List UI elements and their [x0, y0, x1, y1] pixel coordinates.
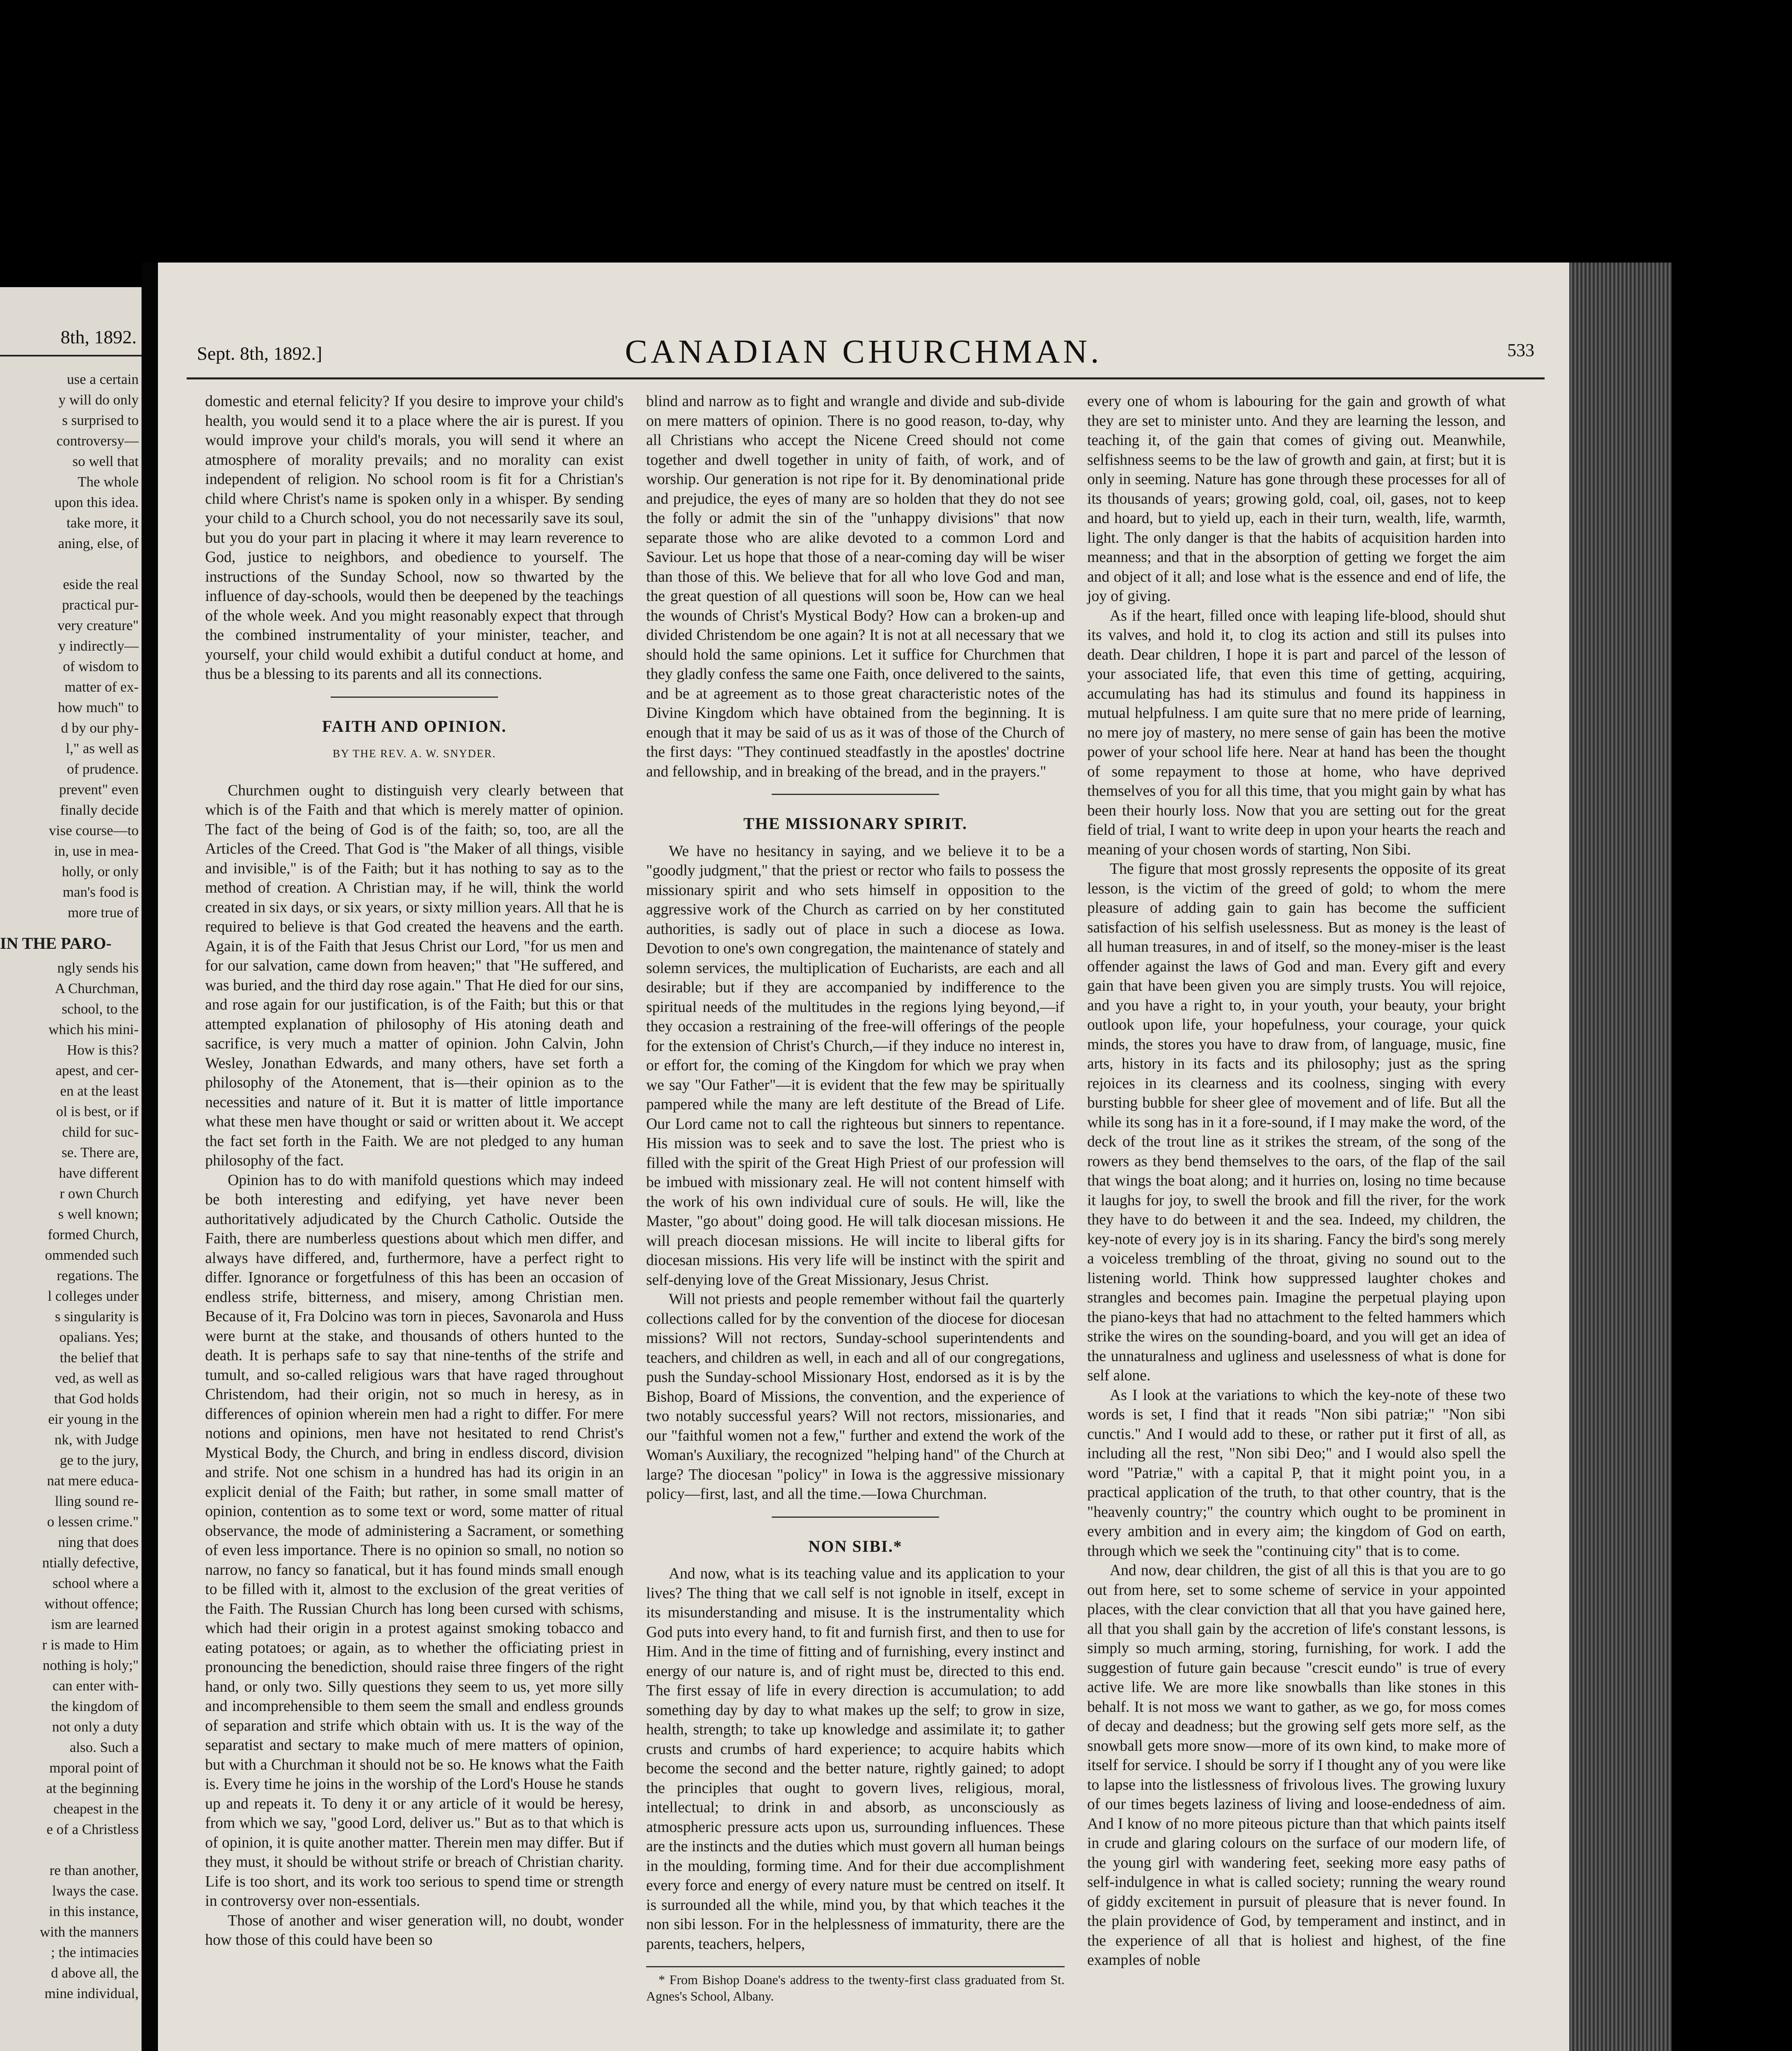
paragraph: As I look at the variations to which the key-note of these two words is set, I find that it reads "Non sibi patriæ;" "Non sibi cunctis." And I would add to these, or rather put it first of all, as including all the rest, "Non sibi Deo;" and I would also spell the word "Patriæ," with a capital P, that it might point you, in a practical application of the truth, to that other country, that is the "heavenly country;" the country which ought to be prominent in every ambition and in every aim; the kingdom of God on earth, through which we seek the "continuing city" that is to come. — [1087, 1386, 1506, 1560]
left-page-line: l," as well as — [66, 740, 139, 756]
left-page-line: e of a Christless — [46, 1821, 139, 1837]
paragraph: We have no hesitancy in saying, and we believe it to be a "goodly judgment," that the priest or rector who fails to possess the missionary spirit and who sets himself in opposition to the aggressive work of the Church as carried on by her constituted authorities, is sadly out of place in such a diocese as Iowa. Devotion to one's own congregation, the maintenance of stately and solemn services, the multiplication of Eucharists, are each and all desirable; but if they are accompanied by indifference to the spiritual needs of the multitudes in the regions lying beyond,—if they occasion a restraining of the free-will offerings of the people for the extension of Christ's Church,—if they induce no interest in, or effort for, the coming of the Kingdom for which we pray when we say "Our Father"—it is evident that the few may be spiritually pampered while the many are left destitute of the Bread of Life. Our Lord came not to call the righteous but sinners to repentance. His mission was to seek and to save the lost. The priest who is filled with the spirit of the Great High Priest of our profession will be imbued with missionary zeal. He will not content himself with the work of his own individual cure of souls. He will, like the Master, "go about" doing good. He will talk diocesan missions. He will preach diocesan missions. He will incite to liberal gifts for diocesan missions. His very life will be instinct with the spirit and self-denying love of the Great Missionary, Jesus Christ. — [646, 843, 1065, 1288]
left-page-line: aning, else, of — [58, 535, 139, 551]
left-page-line: lways the case. — [52, 1883, 139, 1899]
left-page-line: how much" to — [57, 699, 139, 715]
left-page-line: cheapest in the — [53, 1801, 139, 1817]
left-page-line: which his mini- — [48, 1021, 139, 1037]
article-heading-missionary-spirit: THE MISSIONARY SPIRIT. — [743, 814, 968, 833]
left-page-line: s well known; — [58, 1206, 139, 1222]
left-page-line: vise course—to — [49, 822, 139, 838]
left-page-line: very creature" — [57, 617, 139, 633]
left-page-line: o lessen crime." — [47, 1514, 139, 1530]
left-page-line: y indirectly— — [58, 638, 139, 654]
page-gutter — [142, 263, 158, 2051]
left-page-line: in this instance, — [49, 1903, 139, 1919]
left-page-line: not only a duty — [52, 1719, 139, 1735]
left-page-line: y will do only — [58, 392, 139, 408]
paragraph: The figure that most grossly represents the opposite of its great lesson, is the victim of the greed of gold; to whom the mere pleasure of adding gain to gain has become the sufficient satisfaction of his selfish uselessness. But as money is the least of all human treasures, in and of itself, so the money-miser is the least offender against the laws of God and man. Every gift and every gain that have been given you are simply trusts. You will rejoice, and you have a right to, in your youth, your beauty, your bright outlook upon life, your hopefulness, your courage, your quick minds, the stores you have to draw from, of language, music, fine arts, history in its facts and its philosophy; just as the spring rejoices in its clearness and its coolness, singing with every bursting bubble for sheer glee of movement and of life. But all the while its song has in it a fore-sound, if I may make the word, of the deck of the trout line as it strikes the stream, of the song of the rowers as they bend themselves to the oars, of the flap of the sail that wings the boat along; and it hurries on, losing no time because it laughs for joy, to swell the brook and fill the river, for the work they have to do between it and the sea. Indeed, my children, the key-note of every joy is in its sharing. Fancy the bird's song merely a voiceless trembling of the throat, giving no sound out to the listening world. Think how suppressed laughter chokes and strangles and becomes pain. Imagine the perpetual playing upon the piano-keys that had no attachment to the felted hammers which strike the wires on the sounding-board, and you will get an idea of the unnaturalness and ugliness and uselessness of what is done for self alone. — [1087, 861, 1506, 1384]
left-page-line: also. Such a — [69, 1739, 139, 1755]
left-page-date: 8th, 1892. — [60, 327, 137, 347]
left-page-line: lling sound re- — [55, 1493, 139, 1509]
left-page-line: of wisdom to — [63, 658, 139, 674]
left-page-line: prevent" even — [59, 781, 139, 797]
left-page-line: in, use in mea- — [54, 843, 139, 859]
left-page-line: with the manners — [39, 1924, 139, 1940]
left-page-line: ning that does — [58, 1534, 139, 1550]
article-byline: BY THE REV. A. W. SNYDER. — [332, 747, 496, 760]
left-page-line: ommended such — [45, 1247, 139, 1263]
column-2 — [646, 392, 1065, 2004]
left-page-line: the belief that — [59, 1350, 139, 1366]
left-page-line: mine individual, — [44, 1985, 139, 2001]
left-page-line: the kingdom of — [51, 1698, 139, 1714]
paragraph: every one of whom is labouring for the gain and growth of what they are set to minister unto. And they are learning the lesson, and teaching it, of the gain that comes of giving out. Meanwhile, selfishness seems to be the law of growth and gain, at first; but it is only in seeming. Nature has gone through these processes for all of its thousands of years; growing gold, coal, oil, gases, not to keep and hoard, but to yield up, each in their turn, wealth, life, warmth, light. The only danger is that the habits of acquisition harden into meanness; and that in the absorption of getting we forget the aim and object of it all; and lose what is the essence and end of life, the joy of giving. — [1087, 393, 1506, 605]
left-page-line: d by our phy- — [61, 720, 139, 736]
left-page-line: of prudence. — [67, 761, 139, 777]
left-page-line: d above all, the — [51, 1965, 139, 1981]
masthead-title: CANADIAN CHURCHMAN. — [625, 333, 1102, 370]
left-page-heading: IN THE PARO- — [0, 934, 112, 952]
left-page-line: controversy— — [56, 433, 139, 449]
left-page-line: l colleges under — [48, 1288, 139, 1304]
left-page-line: use a certain — [67, 371, 139, 387]
left-page-line: without offence; — [44, 1596, 139, 1612]
left-page-line: eside the real — [63, 576, 139, 592]
left-page-line: ism are learned — [51, 1616, 139, 1632]
left-page-line: A Churchman, — [55, 980, 139, 996]
left-page-line: r is made to Him — [42, 1637, 139, 1653]
left-page-line: have different — [59, 1165, 139, 1181]
left-page-line: at the beginning — [46, 1780, 139, 1796]
left-page-line: man's food is — [62, 884, 139, 900]
left-page-line: that God holds — [54, 1391, 139, 1407]
left-page-line: school where a — [53, 1575, 139, 1591]
left-page-line: ol is best, or if — [56, 1103, 139, 1119]
left-page-line: can enter with- — [53, 1678, 139, 1694]
left-page-line: ngly sends his — [57, 960, 139, 976]
left-page-line: school, to the — [62, 1001, 139, 1017]
left-page-fragment — [0, 287, 142, 2051]
left-page-line: eir young in the — [48, 1411, 139, 1427]
left-page-text — [0, 369, 139, 2004]
page-edge-stack — [1569, 263, 1672, 2051]
left-page-line: upon this idea. — [54, 494, 139, 510]
left-page-header-rule — [0, 355, 142, 356]
left-page-line: How is this? — [67, 1042, 139, 1058]
left-page-line: se. There are, — [62, 1144, 139, 1160]
left-page-line: en at the least — [60, 1083, 139, 1099]
paragraph: And now, dear children, the gist of all this is that you are to go out from here, set to some scheme of service in your appointed places, with the clear conviction that all that you have gained here, all that you shall gain by the accretion of life's constant lessons, is simply so much arming, storing, furnishing, for work. I add the suggestion of future gain because "crescit eundo" is true of every active life. We are more like snowballs than like stones in this behalf. It is not moss we want to gather, as we go, for moss comes of decay and deadness; but the growing self gets more self, as the snowball gets more snow—more of its own kind, to make more of itself for service. I should be sorry if I thought any of you were like to lapse into the listlessness of frivolous lives. The growing luxury of our times begets laziness of living and loose-endedness of aim. And I know of no more piteous picture than that which paints itself in crude and glaring colours on the surface of our modern life, of the young girl with wandering feet, seeking more easy paths of self-indulgence in what is called society; running the weary round of giddy excitement in pursuit of pleasure that is never found. In the plain providence of God, by temperament and instinct, and in the experience of all that is holiest and highest, of the fine examples of noble — [1087, 1562, 1506, 1969]
paragraph: Opinion has to do with manifold questions which may indeed be both interesting and edifying, yet have never been authoritatively adjudicated by the Church Catholic. Outside the Faith, there are numberless questions about which men differ, and always have differed, and, furthermore, have a perfect right to differ. Ignorance or forgetfulness of this has been an occasion of endless strife, bitterness, and misery, among Christian men. Because of it, Fra Dolcino was torn in pieces, Savonarola and Huss were burnt at the stake, and thousands of others hunted to the death. It is perhaps safe to say that nine-tenths of the strife and tumult, and so-called religious wars that have raged throughout Christendom, had their origin, not so much in heresy, as in differences of opinion wherein men had a right to differ. For mere notions and opinions, men have not hesitated to rend Christ's Mystical Body, the Church, and bring in endless discord, division and strife. Not one schism in a hundred has had its origin in an explicit denial of the Faith; but rather, in some small matter of opinion, contention as to some text or word, some matter of ritual observance, the mode of administering a Sacrament, or something of even less importance. There is no opinion so small, no notion so narrow, no fancy so fanatical, but it has found minds small enough to be filled with it, almost to the exclusion of the great verities of the Faith. The Russian Church has long been cursed with schisms, which had their origin in a protest against smoking tobacco and eating potatoes; or again, as to whether the officiating priest in pronouncing the benediction, should raise three fingers of the right hand, or only two. Silly questions they seem to us, yet more silly and incomprehensible to them seem the small and endless grounds of separation and strife which obtain with us. It is the way of the separatist and sectary to make much of mere matters of opinion, but with a Churchman it should not be so. He knows what the Faith is. Every time he joins in the worship of the Lord's House he stands up and repeats it. To deny it or any article of it would be heresy, from which we say, "good Lord, deliver us." But as to that which is of opinion, it is quite another matter. Therein men may differ. But if they must, it should be without strife or breach of Christian charity. Life is too short, and its work too serious to spend time or strength in controversy over non-essentials. — [205, 1172, 624, 1909]
left-page-line: nat mere educa- — [47, 1473, 139, 1489]
header-rule — [187, 377, 1545, 379]
article-heading-non-sibi: NON SIBI.* — [808, 1537, 903, 1555]
article-heading-faith-and-opinion: FAITH AND OPINION. — [322, 717, 507, 735]
left-page-line: so well that — [72, 453, 139, 469]
left-page-line: more true of — [68, 904, 139, 920]
left-page-line: nothing is holy;" — [42, 1657, 139, 1673]
section-divider — [772, 794, 939, 795]
left-page-line: holly, or only — [62, 863, 139, 879]
column-3 — [1087, 392, 1506, 1970]
left-page-line: ved, as well as — [55, 1370, 139, 1386]
left-page-line: finally decide — [60, 802, 139, 818]
left-page-line: apest, and cer- — [55, 1062, 139, 1078]
paragraph: And now, what is its teaching value and its application to your lives? The thing that we call self is not ignoble in itself, except in its misunderstanding and misuse. It is the instrumentality which God puts into every hand, to fit and furnish first, and then to use for Him. And in the time of fitting and of furnishing, every instinct and energy of our nature is, and of right must be, directed to this end. The first essay of life in every direction is accumulation; to add something day by day to what makes up the self; to grow in size, health, strength; to take up knowledge and assimilate it; to gather crusts and crumbs of hard experience; to acquire habits which become the second and the better nature, rightly gained; to adopt the principles that ought to govern lives, religious, moral, intellectual; to drink in and absorb, as unconsciously as atmospheric pressure acts upon us, surrounding influences. These are the instincts and the duties which must govern all human beings in the moulding, forming time. And for their due accomplishment every force and energy of every nature must be centred on itself. It is surrounded all the while, mind you, by that which teaches it the non sibi lesson. For in the helplessness of immaturity, there are the parents, teachers, helpers, — [646, 1565, 1065, 1953]
column-1 — [205, 392, 624, 1950]
left-page-line: re than another, — [49, 1862, 139, 1878]
left-page-line: formed Church, — [48, 1226, 139, 1242]
left-page-line: take more, it — [66, 515, 139, 531]
left-page-line: child for suc- — [62, 1124, 139, 1140]
footnote: * From Bishop Doane's address to the twenty-first class graduated from St. Agnes's School, Albany. — [646, 1966, 1065, 2004]
left-page-line — [0, 554, 139, 574]
left-page-line: ; the intimacies — [51, 1944, 139, 1960]
left-page-line: mporal point of — [49, 1760, 139, 1776]
left-page-line: s singularity is — [55, 1309, 139, 1325]
paragraph: domestic and eternal felicity? If you desire to improve your child's health, you would send it to a place where the air is purest. If you would improve your child's morals, you will send it where an atmosphere of morality prevails; and no morality can exist independent of religion. No school room is fit for a Christian's child where Christ's name is spoken only in a whisper. By sending your child to a Church school, you do not necessarily save its soul, but you do your part in placing it where it may learn reverence to God, justice to neighbors, and obedience to yourself. The instructions of the Sunday School, now so thwarted by the influence of day-schools, would then be deepened by the teachings of the whole week. And you might reasonably expect that through the combined instrumentality of your minister, teacher, and yourself, your child would exhibit a dutiful conduct at home, and thus be a blessing to its parents and all its connections. — [205, 393, 624, 683]
paragraph: Will not priests and people remember without fail the quarterly collections called for by the convention of the diocese for diocesan missions? Will not rectors, Sunday-school superintendents and teachers, and children as well, in each and all of our congregations, push the Sunday-school Missionary Host, endorsed as it is by the Bishop, Board of Missions, the convention, and the experience of two notably successful years? Will not rectors, missionaries, and our "faithful women not a few," further and extend the work of the Woman's Auxiliary, the recognized "helping hand" of the Church at large? The diocesan "policy" in Iowa is the aggressive missionary policy—first, last, and all the time.—Iowa Churchman. — [646, 1291, 1065, 1503]
section-divider — [331, 697, 498, 698]
left-page-line: The whole — [78, 474, 139, 490]
left-page-line: s surprised to — [62, 412, 139, 428]
paragraph: blind and narrow as to fight and wrangle and divide and sub-divide on mere matters of opinion. There is no good reason, to-day, why all Christians who accept the Nicene Creed should not come together and dwell together in unity of faith, of work, and of worship. Our generation is not ripe for it. By denominational pride and prejudice, the eyes of many are so holden that they do not see the folly or admit the sin of the "unhappy divisions" that now separate those who are alike devoted to a common Lord and Saviour. Let us hope that those of a near-coming day will be wiser than those of this. We believe that for all who love God and man, the great question of all questions will soon be, How can we heal the wounds of Christ's Mystical Body? How can a broken-up and divided Christendom be one again? It is not at all necessary that we should hold the same opinions. Let it suffice for Churchmen that they gladly confess the same one Faith, once delivered to the saints, and be at agreement as to those great characteristic notes of the Divine Kingdom which have obtained from the beginning. It is enough that it may be said of us as it was of those of the Church of the first days: "They continued steadfastly in the apostles' doctrine and fellowship, and in breaking of the bread, and in the prayers." — [646, 393, 1065, 780]
left-page-line: matter of ex- — [64, 679, 139, 695]
left-page-line: ge to the jury, — [59, 1452, 139, 1468]
left-page-line: opalians. Yes; — [59, 1329, 139, 1345]
header-date: Sept. 8th, 1892.] — [197, 343, 322, 364]
section-divider — [772, 1517, 939, 1518]
newspaper-page — [158, 263, 1569, 2051]
page-number: 533 — [1507, 340, 1534, 360]
left-page-line: regations. The — [57, 1268, 139, 1284]
left-page-line: ntially defective, — [42, 1555, 139, 1571]
left-page-line: nk, with Judge — [54, 1432, 139, 1448]
paragraph: Those of another and wiser generation will, no doubt, wonder how those of this could have been so — [205, 1912, 624, 1948]
paragraph: Churchmen ought to distinguish very clearly between that which is of the Faith and that which is merely matter of opinion. The fact of the being of God is of the faith; so, too, are all the Articles of the Creed. That God is "the Maker of all things, visible and invisible," is of the Faith; but it has nothing to say as to the method of creation. A Christian may, if he will, think the world created in six days, or six years, or sixty million years. All that he is required to believe is that God created the heavens and the earth. Again, it is of the Faith that Jesus Christ our Lord, "for us men and for our salvation, came down from heaven;" that "He suffered, and was buried, and the third day rose again." That He died for our sins, and rose again for our justification, is of the Faith; but this or that attempted explanation of philosophy of His atoning death and sacrifice, is very much a matter of opinion. John Calvin, John Wesley, Jonathan Edwards, and many others, have set forth a philosophy of the Atonement, that is—their opinion as to the necessities and nature of it. But it is matter of little importance what these men have thought or said or written about it. We accept the fact set forth in the Faith. We are not pledged to any human philosophy of the fact. — [205, 782, 624, 1169]
left-page-line: r own Church — [59, 1185, 139, 1201]
left-page-line: practical pur- — [62, 597, 139, 613]
paragraph: As if the heart, filled once with leaping life-blood, should shut its valves, and hold it, to clog its action and still its pulses into death. Dear children, I hope it is part and parcel of the lesson of your associated life, that even this time of getting, acquiring, accumulating has had its stimulus and found its happiness in mutual helpfulness. I am quite sure that no mere pride of learning, no mere joy of mastery, no mere sense of gain has been the motive power of your school life here. Near at hand has been the thought of some repayment to those at home, who have deprived themselves of you for all this time, that you might gain by what has been their hourly loss. Now that you are setting out for the great field of trial, I want to write deep in upon your hearts the reach and meaning of your chosen words of starting, Non Sibi. — [1087, 607, 1506, 858]
left-page-line — [0, 1840, 139, 1860]
